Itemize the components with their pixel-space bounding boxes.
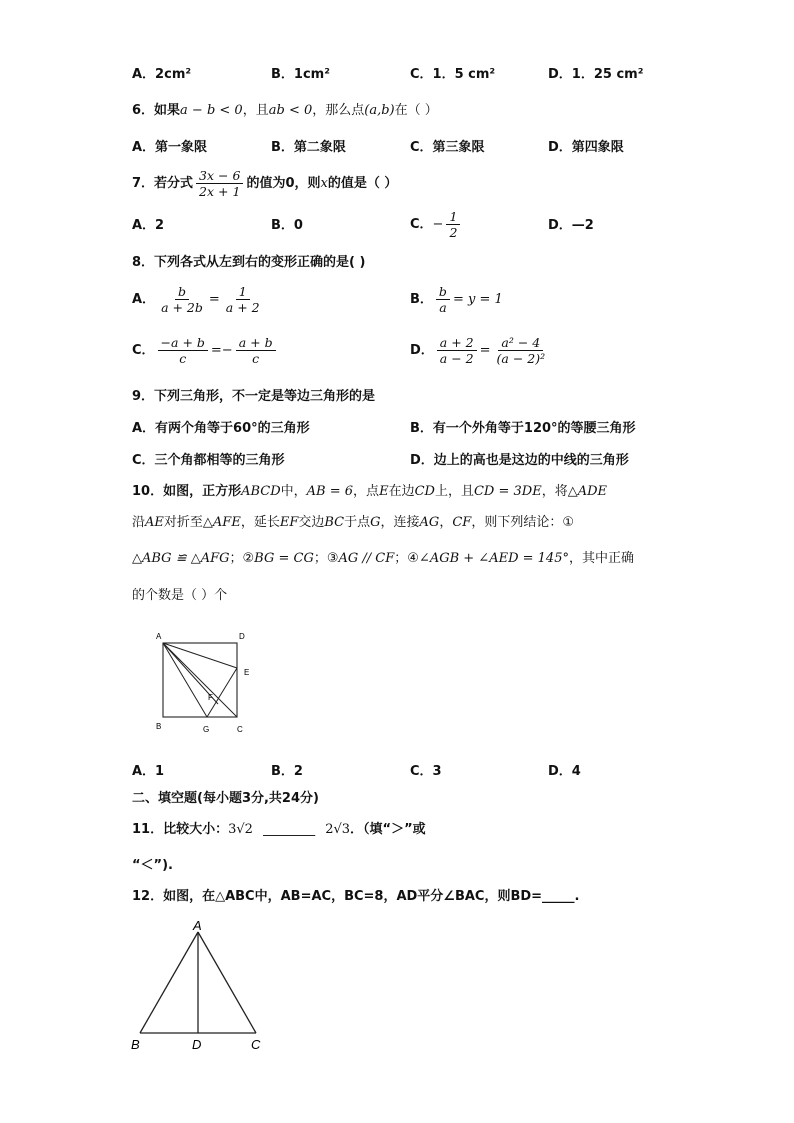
q6-option-c: C．第三象限 <box>410 140 485 155</box>
label-A: A <box>156 632 162 641</box>
q6-option-b: B．第二象限 <box>271 140 346 155</box>
q10-option-a: A．1 <box>132 764 165 779</box>
q8-option-d: D． $\frac{a + 2}{a - 2}$ = $\frac{\text{a² − 4}}{\text{(a − 2)²}}$ <box>410 335 546 366</box>
q8-stem: 8．下列各式从左到右的变形正确的是( ) <box>132 255 366 270</box>
q9-stem: 9．下列三角形，不一定是等边三角形的是 <box>132 389 376 404</box>
label-D: D <box>192 1037 202 1052</box>
q11-stem: 11．比较大小：3√2 ________ 2√3．（填“＞”或 <box>132 822 426 837</box>
q7-option-a: A．2 <box>132 218 165 233</box>
triangle-figure <box>128 918 268 1058</box>
q10-option-b: B．2 <box>271 764 303 779</box>
q10-option-c: C．3 <box>410 764 442 779</box>
q8-option-b: B． $\frac{b}{a}$ = y = 1 <box>410 284 503 315</box>
label-C: C <box>237 725 243 734</box>
q11-blank[interactable]: ________ <box>263 822 316 837</box>
label-G: G <box>203 725 210 734</box>
label-B: B <box>131 1037 140 1052</box>
q10-line-2: 沿AE对折至△AFE，延长EF交边BC于点G，连接AG，CF，则下列结论：① <box>132 515 574 530</box>
q10-line-3: △ABG ≌ △AFG；②BG = CG；③AG // CF；④∠AGB + ∠AED = 145°，其中正确 <box>132 551 634 566</box>
label-E: E <box>244 668 250 677</box>
q10-line-1: 10．如图，正方形ABCD中，AB = 6，点E在边CD上，且CD = 3DE，将△ADE <box>132 484 608 499</box>
side-ac <box>198 932 256 1033</box>
section-title: 二、填空题(每小题3分,共24分) <box>132 791 319 806</box>
q10-line-4: 的个数是（ ）个 <box>132 588 228 603</box>
q7-option-d: D．—2 <box>548 218 594 233</box>
square-figure <box>150 628 260 738</box>
q8-option-a: A． $\frac{b}{a + 2b}$ = $\frac{1}{a + 2}$ <box>132 284 260 315</box>
label-C: C <box>251 1037 261 1052</box>
q7-option-c: C．− $\frac{1}{2}$ <box>410 207 463 243</box>
q8-option-c: C． $\frac{-a + b}{c}$ =− $\frac{a + b}{c}$ <box>132 333 279 369</box>
q9-option-d: D．边上的高也是这边的中线的三角形 <box>410 453 629 468</box>
q9-option-a: A．有两个角等于60°的三角形 <box>132 421 310 436</box>
q5-option-a: A．2cm² <box>132 67 192 82</box>
label-A: A <box>193 918 202 933</box>
q12-stem: 12．如图，在△ABC中，AB=AC，BC=8，AD平分∠BAC，则BD=_____. <box>132 889 580 904</box>
label-B: B <box>156 722 162 731</box>
label-D: D <box>239 632 245 641</box>
q11-line-2: “＜”). <box>132 858 173 873</box>
q9-option-c: C．三个角都相等的三角形 <box>132 453 285 468</box>
label-F: F <box>208 693 213 702</box>
q6-option-a: A．第一象限 <box>132 140 208 155</box>
q7-stem: 7．若分式 $\frac{3x - 6}{2x + 1}$ 的值为0，则x的值是（ ） <box>132 168 398 199</box>
q6-stem: 6．如果a − b < 0，且ab < 0，那么点(a,b)在（ ） <box>132 103 438 118</box>
q5-option-d: D．1．25 cm² <box>548 67 644 82</box>
q7-option-b: B．0 <box>271 218 303 233</box>
q5-option-c: C．1．5 cm² <box>410 67 496 82</box>
q5-option-b: B．1cm² <box>271 67 330 82</box>
q9-option-b: B．有一个外角等于120°的等腰三角形 <box>410 421 636 436</box>
side-ab <box>140 932 198 1033</box>
q6-option-d: D．第四象限 <box>548 140 624 155</box>
q10-option-d: D．4 <box>548 764 581 779</box>
